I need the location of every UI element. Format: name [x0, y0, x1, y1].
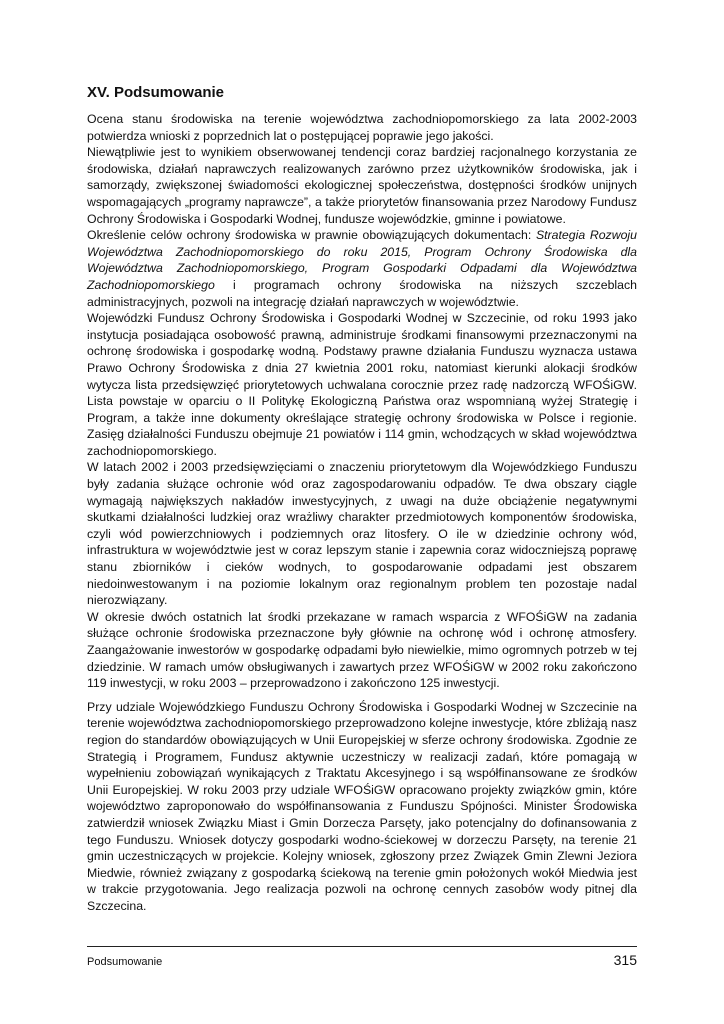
- footer-row: [87, 952, 637, 968]
- section-heading: XV. Podsumowanie: [87, 84, 224, 101]
- paragraph-6: W okresie dwóch ostatnich lat środki przekazane w ramach wsparcia z WFOŚiGW na zadania służące ochronie środowiska przeznaczone były głównie na ochronę wód i ochronę atmosfery. Zaangażowanie inwestorów w gospodarkę odpadami było niewielkie, mimo ogromnych potrzeb w tej dziedzinie. W ramach umów obsługiwanych i zawartych przez WFOŚiGW w 2002 roku zakończono 119 inwestycji, w roku 2003 – przeprowadzono i zakończono 125 inwestycji.: [87, 609, 637, 691]
- paragraph-3-start: Określenie celów ochrony środowiska w prawnie obowiązujących dokumentach:: [87, 228, 536, 243]
- paragraph-5: W latach 2002 i 2003 przedsięwzięciami o znaczeniu priorytetowym dla Wojewódzkiego Funduszu były zadania służące ochronie wód oraz zagospodarowaniu odpadów. Te dwa obszary ciągle wymagają największych nakładów inwestycyjnych, z uwagi na duże obciążenie negatywnymi skutkami działalności ludzkiej oraz wrażliwy charakter przedmiotowych komponentów środowiska, czyli wód powierzchniowych i podziemnych oraz litosfery. O ile w dziedzinie ochrony wód, infrastruktura w województwie jest w coraz lepszym stanie i zapewnia coraz widoczniejszą poprawę stanu zbiorników i cieków wodnych, to gospodarowanie odpadami jest obszarem niedoinwestowanym i na poziomie lokalnym oraz regionalnym problem ten pozostaje nadal nierozwiązany.: [87, 460, 637, 608]
- page-footer: [87, 946, 637, 968]
- paragraph-1: Ocena stanu środowiska na terenie województwa zachodniopomorskiego za lata 2002-2003 potwierdza wnioski z poprzednich lat o postępującej poprawie jego jakości.: [87, 112, 637, 143]
- page-content: [87, 84, 637, 915]
- document-titles: Strategia Rozwoju Województwa Zachodniopomorskiego do roku 2015, Program Ochrony Środowiska dla Województwa Zachodniopomorskiego, Program Gospodarki Odpadami dla Województwa Zachodniopomorskiego: [87, 228, 637, 292]
- footer-divider: [87, 946, 637, 947]
- paragraph-7: Przy udziale Wojewódzkiego Funduszu Ochrony Środowiska i Gospodarki Wodnej w Szczecinie na terenie województwa zachodniopomorskiego przeprowadzono kolejne inwestycje, które zbliżają nasz region do standardów obowiązujących w Unii Europejskiej w sferze ochrony środowiska. Zgodnie ze Strategią i Programem, Fundusz aktywnie uczestniczy w realizacji zadań, które pomagają w wypełnieniu zobowiązań wynikających z Traktatu Akcesyjnego i są współfinansowane ze środków Unii Europejskiej. W roku 2003 przy udziale WFOŚiGW opracowano projekty związków gmin, które województwo zaproponowało do współfinansowania z Funduszu Spójności. Minister Środowiska zatwierdził wniosek Związku Miast i Gmin Dorzecza Parsęty, jako potencjalny do dofinansowania z tego Funduszu. Wniosek dotyczy gospodarki wodno-ściekowej w dorzeczu Parsęty, na terenie 21 gmin uczestniczących w projekcie. Kolejny wniosek, zgłoszony przez Związek Gmin Zlewni Jeziora Miedwie, również związany z gospodarką ściekową na terenie gmin położonych wokół Miedwia jest w trakcie przygotowania. Jego realizacja pozwoli na ochronę cennych zasobów wody pitnej dla Szczecina.: [87, 699, 637, 913]
- page-number: 315: [613, 952, 637, 968]
- paragraph-2: Niewątpliwie jest to wynikiem obserwowanej tendencji coraz bardziej racjonalnego korzystania ze środowiska, działań naprawczych realizowanych zarówno przez użytkowników środowiska, jak i samorządy, zwiększonej świadomości ekologicznej społeczeństwa, dostępności środków unijnych wspomagających „programy naprawcze”, a także priorytetów finansowania przez Narodowy Fundusz Ochrony Środowiska i Gospodarki Wodnej, fundusze wojewódzkie, gminne i powiatowe.: [87, 145, 637, 226]
- footer-section-name: Podsumowanie: [87, 956, 163, 968]
- paragraph-3-end: i programach ochrony środowiska na niższych szczeblach administracyjnych, pozwoli na integrację działań naprawczych w województwie.: [87, 277, 637, 309]
- paragraph-3: [87, 227, 637, 310]
- paragraph-4: Wojewódzki Fundusz Ochrony Środowiska i Gospodarki Wodnej w Szczecinie, od roku 1993 jako instytucja posiadająca osobowość prawną, administruje środkami finansowymi przeznaczonymi na ochronę środowiska i gospodarkę wodną. Podstawy prawne działania Funduszu wyznacza ustawa Prawo Ochrony Środowiska z dnia 27 kwietnia 2001 roku, natomiast kierunki alokacji środków wytycza lista przedsięwzięć priorytetowych uchwalana corocznie przez radę nadzorczą WFOŚiGW. Lista powstaje w oparciu o II Politykę Ekologiczną Państwa oraz wspomnianą wyżej Strategię i Program, a także inne dokumenty określające strategię ochrony środowiska w Polsce i regionie. Zasięg działalności Funduszu obejmuje 21 powiatów i 114 gmin, wchodzących w skład województwa zachodniopomorskiego.: [87, 311, 637, 458]
